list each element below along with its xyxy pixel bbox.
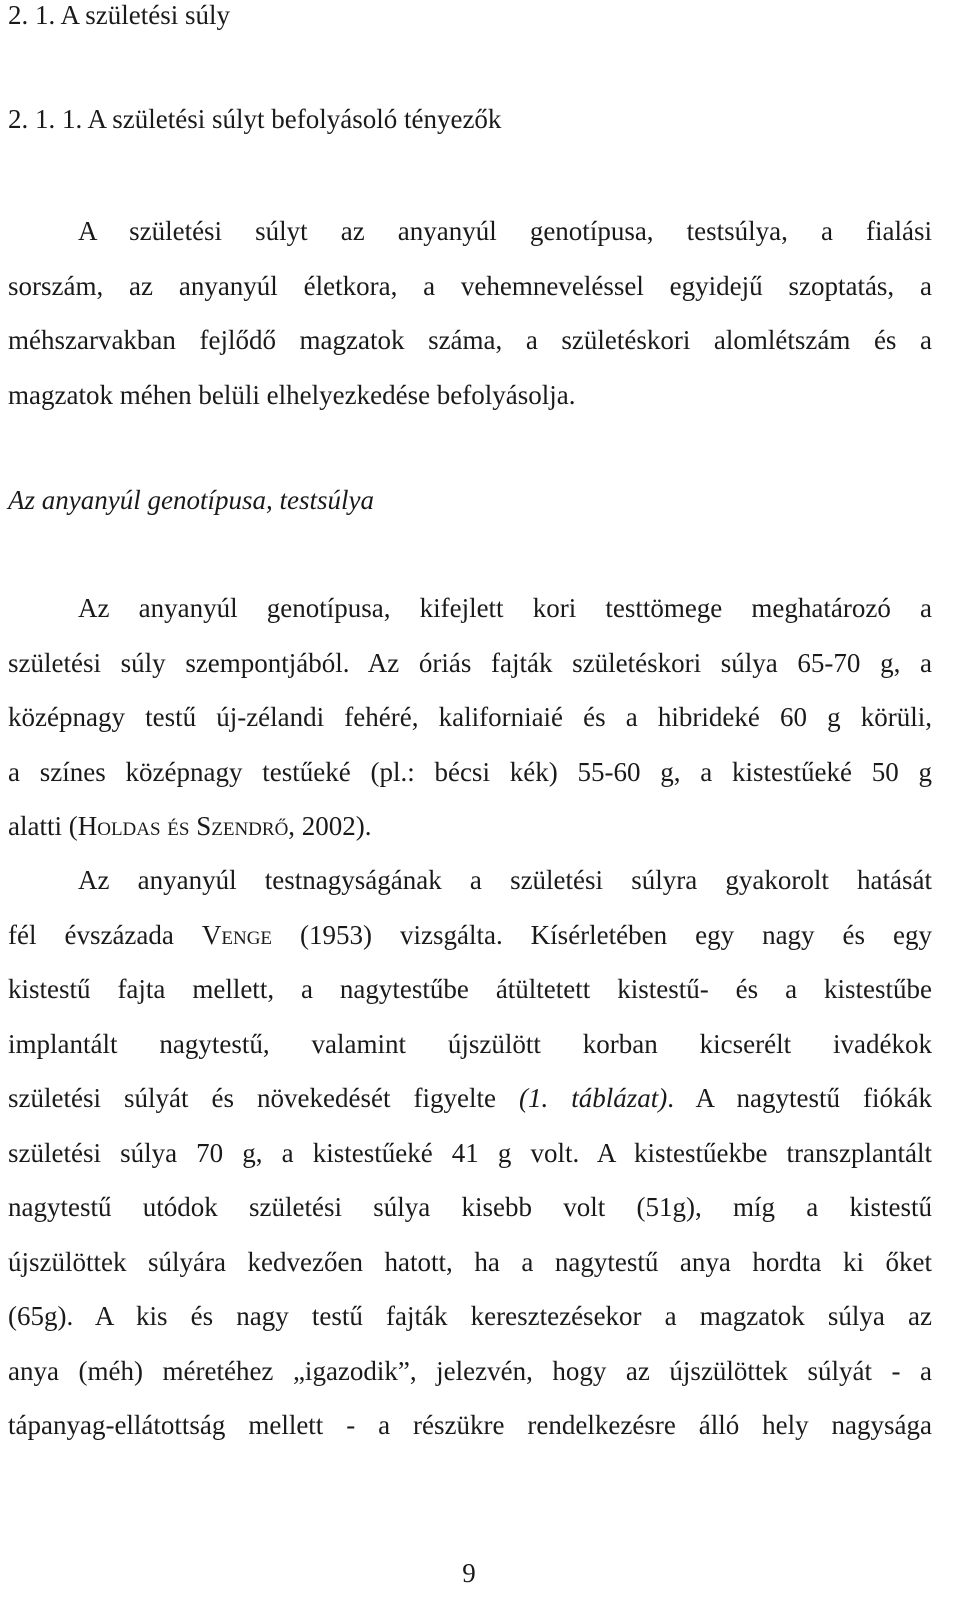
table-reference: (1. táblázat): [518, 1083, 668, 1113]
paragraph-body-size: [8, 853, 932, 1453]
subsection-heading: 2. 1. 1. A születési súlyt befolyásoló tényezők: [8, 104, 502, 134]
paragraph-line: Az anyanyúl genotípusa, kifejlett kori testtömege meghatározó a: [78, 593, 932, 623]
text-fragment: fél évszázada: [8, 919, 202, 950]
italic-subheading: Az anyanyúl genotípusa, testsúlya: [8, 485, 374, 515]
paragraph-factors: [8, 204, 932, 422]
section-heading: 2. 1. A születési súly: [8, 0, 230, 30]
paragraph-line: kistestű fajta mellett, a nagytestűbe átültetett kistestű- és a kistestűbe: [8, 974, 932, 1004]
paragraph-line: implantált nagytestű, valamint újszülött korban kicserélt ivadékok: [8, 1028, 932, 1059]
paragraph-line: sorszám, az anyanyúl életkora, a vehemneveléssel egyidejű szoptatás, a: [8, 270, 932, 301]
page-number: 9: [462, 1558, 476, 1588]
paragraph-line: nagytestű utódok születési súlya kisebb volt (51g), míg a kistestű: [8, 1192, 932, 1222]
paragraph-line: születési súlya 70 g, a kistestűeké 41 g volt. A kistestűekbe transzplantált: [8, 1137, 932, 1168]
paragraph-line: [8, 1071, 932, 1126]
text-fragment: , 2002).: [288, 811, 372, 841]
paragraph-line: magzatok méhen belüli elhelyezkedése befolyásolja.: [8, 379, 576, 410]
paragraph-line: [8, 908, 932, 963]
paragraph-line: A születési súlyt az anyanyúl genotípusa, testsúlya, a fialási: [78, 216, 932, 246]
paragraph-line: középnagy testű új-zélandi fehéré, kaliforniaié és a hibrideké 60 g körüli,: [8, 702, 932, 732]
text-fragment: alatti (: [8, 811, 78, 841]
paragraph-genotype: [8, 581, 932, 854]
paragraph-line: tápanyag-ellátottság mellett - a részükre rendelkezésre álló hely nagysága: [8, 1410, 932, 1440]
text-fragment: . A nagytestű fiókák: [667, 1083, 932, 1113]
text-fragment: (1953) vizsgálta. Kísérletében egy nagy és egy: [272, 919, 933, 950]
citation-authors: Holdas és Szendrő: [77, 811, 289, 841]
paragraph-line: Az anyanyúl testnagyságának a születési súlyra gyakorolt hatását: [78, 865, 932, 895]
paragraph-line: anya (méh) méretéhez „igazodik”, jelezvén, hogy az újszülöttek súlyát - a: [8, 1355, 932, 1386]
paragraph-line: újszülöttek súlyára kedvezően hatott, ha a nagytestű anya hordta ki őket: [8, 1246, 932, 1277]
text-fragment: születési súlyát és növekedését figyelte: [8, 1083, 519, 1113]
paragraph-line: a színes középnagy testűeké (pl.: bécsi kék) 55-60 g, a kistestűeké 50 g: [8, 756, 932, 787]
paragraph-line: (65g). A kis és nagy testű fajták keresztezésekor a magzatok súlya az: [8, 1301, 932, 1331]
paragraph-line: méhszarvakban fejlődő magzatok száma, a születéskori alomlétszám és a: [8, 325, 932, 355]
paragraph-line: [8, 799, 932, 854]
paragraph-line: születési súly szempontjából. Az óriás fajták születéskori súlya 65-70 g, a: [8, 647, 932, 678]
citation-author: Venge: [201, 919, 273, 950]
